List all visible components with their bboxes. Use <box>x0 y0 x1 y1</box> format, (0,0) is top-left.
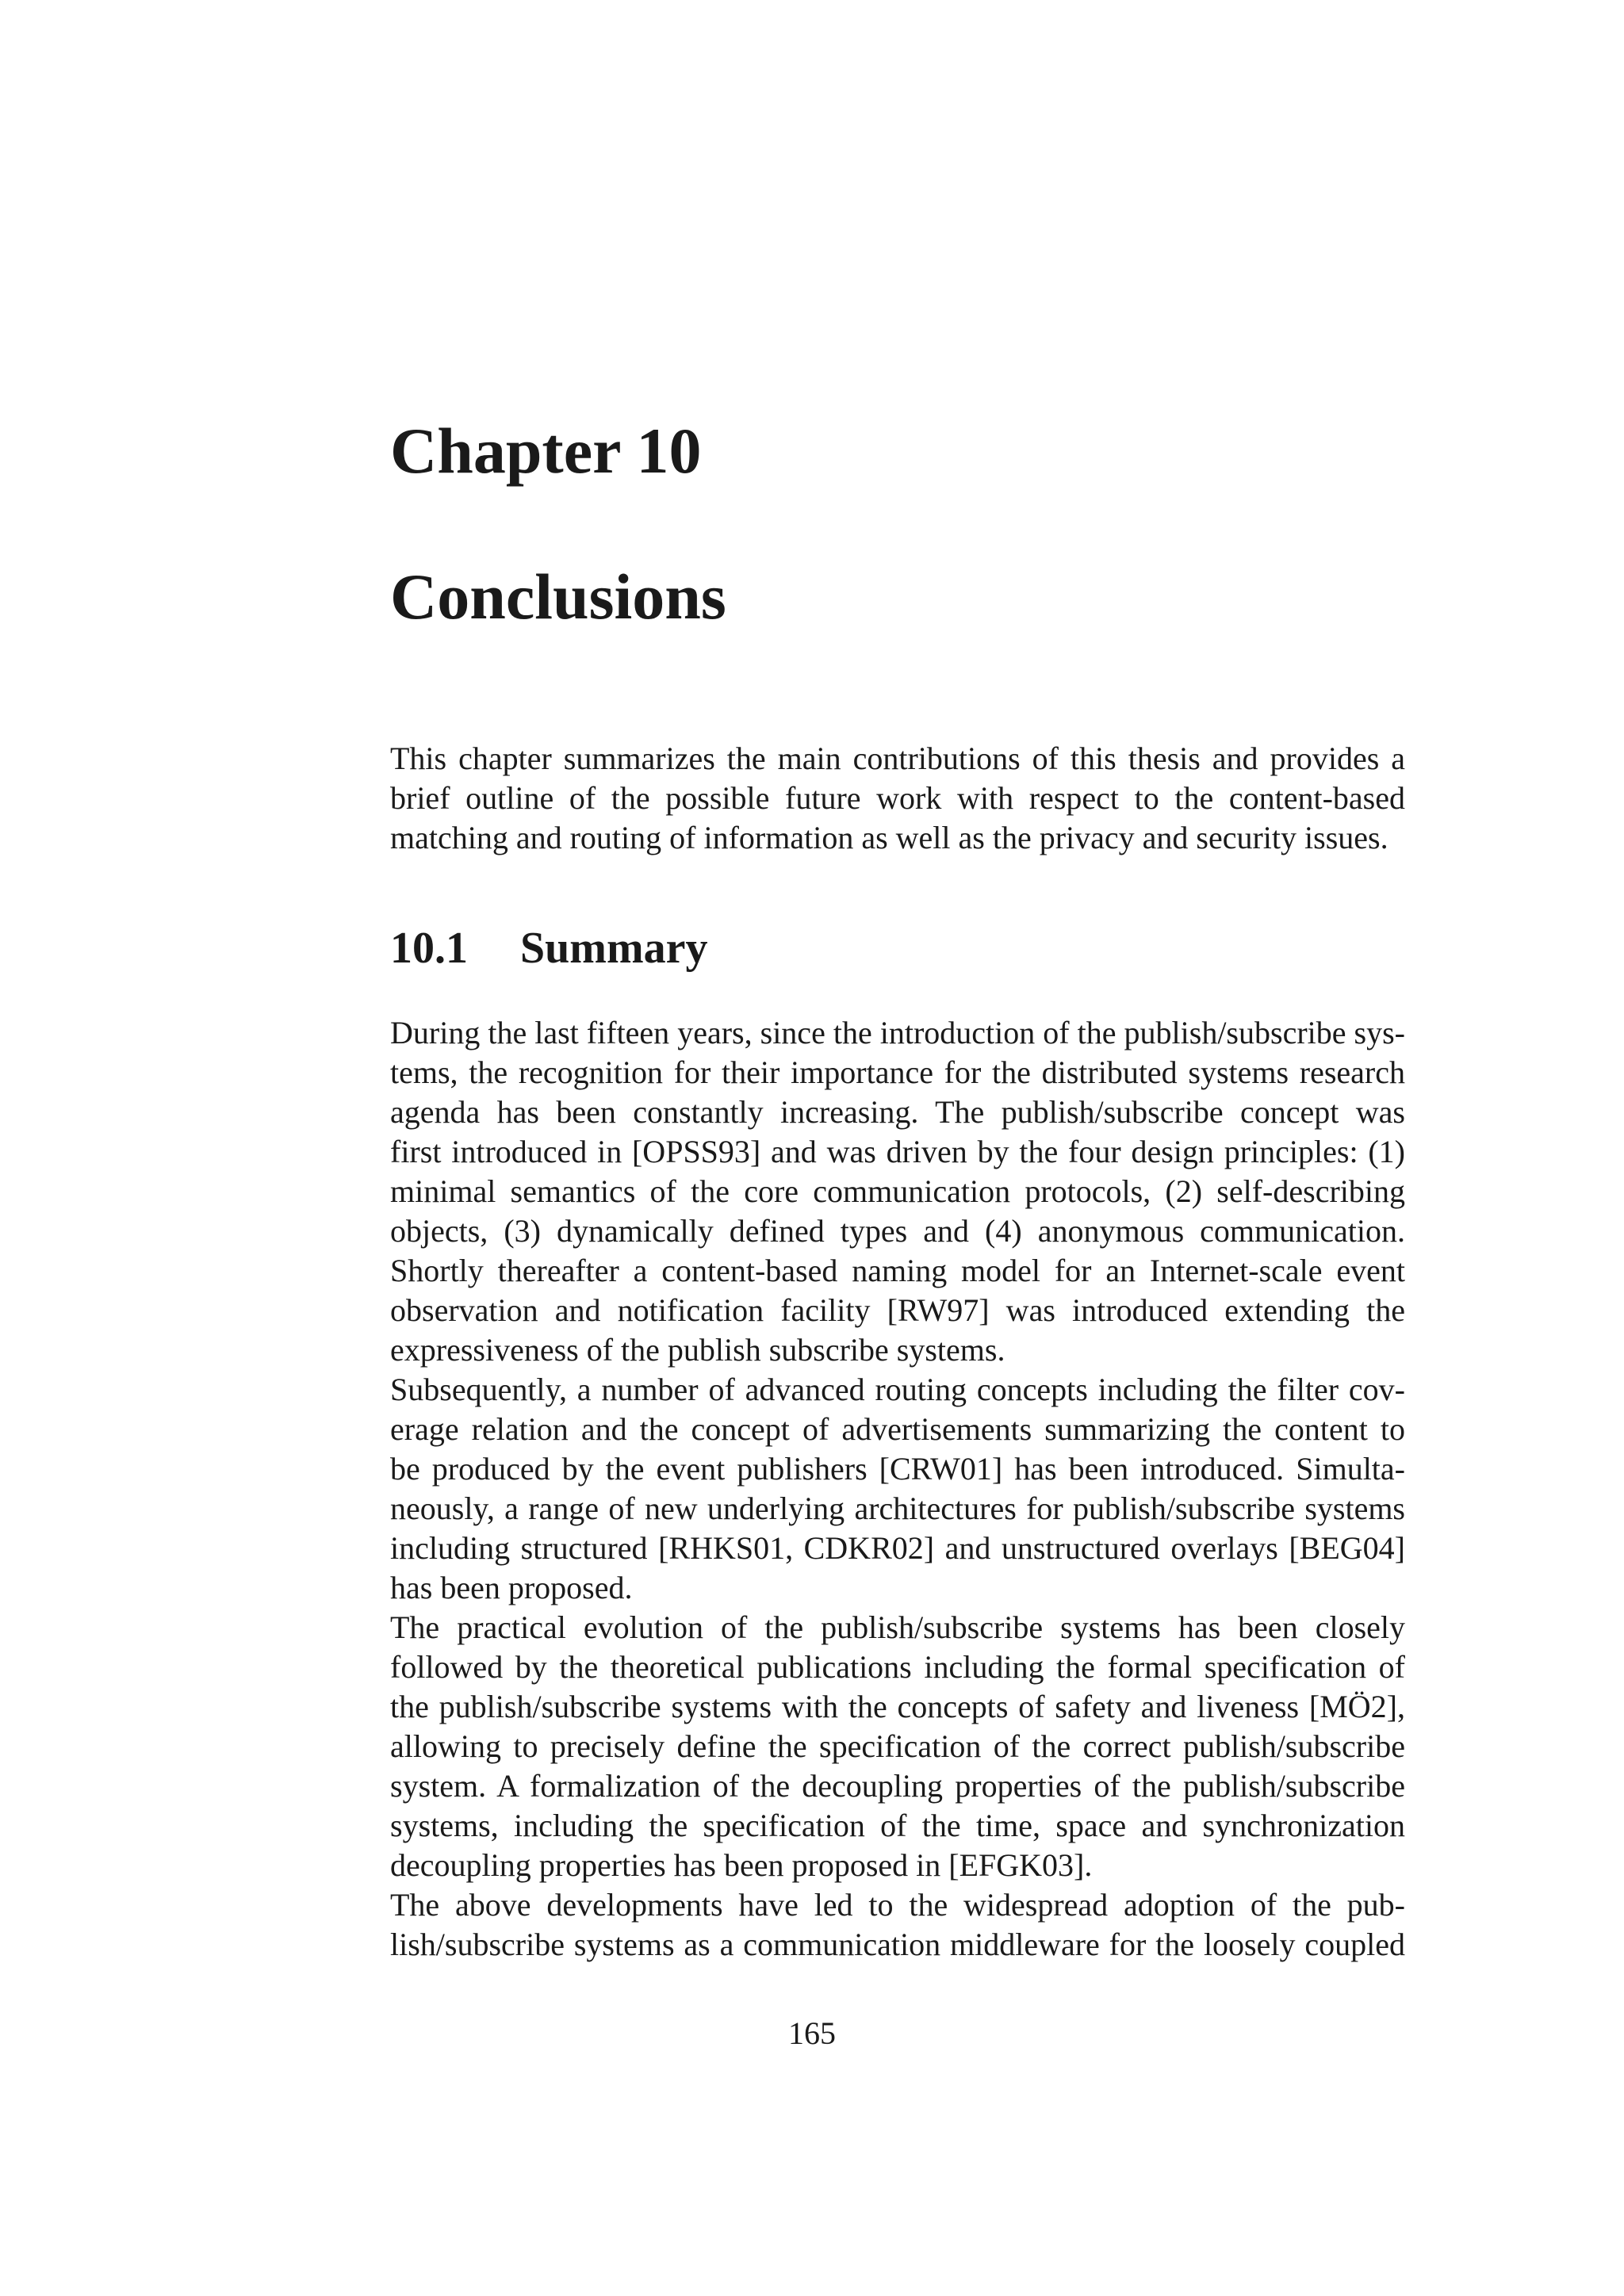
chapter-title: Conclusions <box>390 561 726 633</box>
chapter-intro-paragraph: This chapter summarizes the main contributions of this thesis and provides a brief outline of the possible future work with respect to the content-based matching and routing of information as well as the privacy and security issues. <box>390 740 1405 855</box>
text-line: expressiveness of the publish subscribe systems. <box>390 1332 1005 1368</box>
text-line: observation and notification facility [RW97] was introduced extending the <box>390 1292 1405 1328</box>
summary-body <box>390 1013 1405 1965</box>
text-line: the publish/subscribe systems with the concepts of safety and liveness [MÖ2], <box>390 1689 1405 1724</box>
text-line: has been proposed. <box>390 1570 633 1605</box>
text-line: decoupling properties has been proposed in [EFGK03]. <box>390 1847 1093 1883</box>
text-line: neously, a range of new underlying architectures for publish/subscribe systems <box>390 1490 1405 1526</box>
text-line: The practical evolution of the publish/subscribe systems has been closely <box>390 1609 1405 1645</box>
text-line: erage relation and the concept of advertisements summarizing the content to <box>390 1411 1405 1447</box>
section-title: Summary <box>520 924 708 973</box>
text-line: be produced by the event publishers [CRW01] has been introduced. Simulta- <box>390 1451 1405 1487</box>
text-line: agenda has been constantly increasing. The publish/subscribe concept was <box>390 1094 1405 1130</box>
text-line: Shortly thereafter a content-based naming model for an Internet-scale event <box>390 1253 1405 1288</box>
text-line: systems, including the specification of the time, space and synchronization <box>390 1808 1405 1843</box>
text-line: Subsequently, a number of advanced routing concepts including the filter cov- <box>390 1372 1405 1407</box>
chapter-label: Chapter 10 <box>390 415 702 487</box>
text-line: first introduced in [OPSS93] and was driven by the four design principles: (1) <box>390 1134 1405 1169</box>
section-heading <box>390 924 708 973</box>
text-line: tems, the recognition for their importance for the distributed systems research <box>390 1054 1405 1090</box>
text-line: followed by the theoretical publications including the formal specification of <box>390 1649 1405 1685</box>
text-line: system. A formalization of the decoupling properties of the publish/subscribe <box>390 1768 1405 1804</box>
text-line: lish/subscribe systems as a communication middleware for the loosely coupled <box>390 1927 1405 1962</box>
text-line: including structured [RHKS01, CDKR02] and unstructured overlays [BEG04] <box>390 1530 1405 1566</box>
text-line: allowing to precisely define the specification of the correct publish/subscribe <box>390 1728 1405 1764</box>
text-line: The above developments have led to the widespread adoption of the pub- <box>390 1887 1405 1923</box>
text-line: minimal semantics of the core communication protocols, (2) self-describing <box>390 1173 1405 1209</box>
section-number: 10.1 <box>390 924 468 973</box>
page-number: 165 <box>788 2015 836 2051</box>
text-line: During the last fifteen years, since the introduction of the publish/subscribe sys- <box>390 1015 1405 1050</box>
text-line: objects, (3) dynamically defined types and (4) anonymous communication. <box>390 1213 1405 1249</box>
